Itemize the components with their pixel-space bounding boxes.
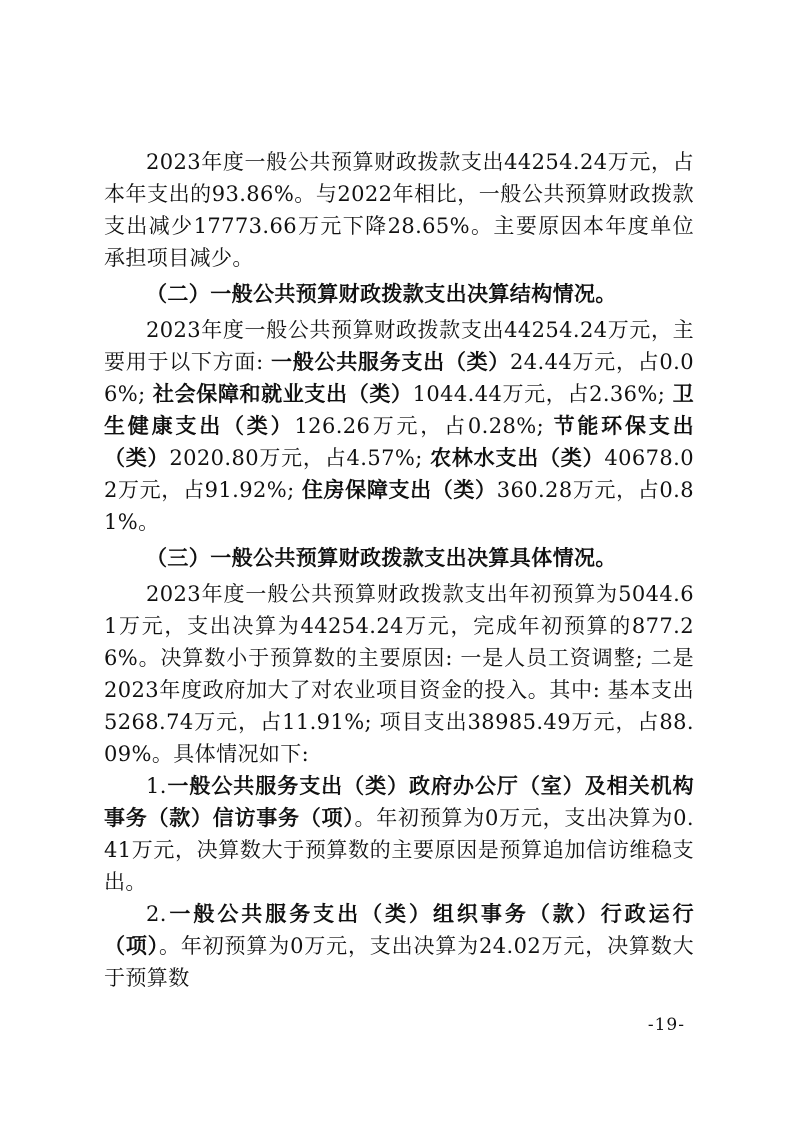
category-environmental-value: 2020.80万元，占4.57%; [169, 446, 431, 470]
document-body [104, 146, 694, 994]
item-1-number: 1. [146, 774, 167, 798]
category-housing: 住房保障支出（类） [301, 477, 497, 502]
item-2-label: 一般公共服务支出（类）组织事务（款）行政运行（项） [104, 901, 694, 958]
section-heading-details: （三）一般公共预算财政拨款支出决算具体情况。 [146, 545, 617, 570]
category-housing-value: 360.28万元，占0.81%。 [104, 478, 695, 534]
category-agriculture-forestry-water-value: 40678.02万元，占91.92%; [104, 446, 694, 502]
category-health-value: 126.26万元，占0.28%; [294, 414, 554, 438]
item-2-text: 。年初预算为0万元，支出决算为24.02万元，决算数大于预算数 [104, 934, 695, 990]
item-1-text: 。年初预算为0万元，支出决算为0.41万元，决算数大于预算数的主要原因是预算追加信访维稳支出。 [104, 806, 694, 894]
paragraph-item-1 [104, 770, 694, 898]
paragraph-budget-details: 2023年度一般公共预算财政拨款支出年初预算为5044.61万元，支出决算为44254.24万元，完成年初预算的877.26%。决算数小于预算数的主要原因: 一是人员工资调整; 二是2023年度政府加大了对农业项目资金的投入。其中: 基本支出5268.74万元，占11.91%; 项目支出38985.49万元，占88.09%。具体情况如下: [104, 582, 694, 766]
item-2-number: 2. [146, 902, 167, 926]
section-heading-structure: （二）一般公共预算财政拨款支出决算结构情况。 [146, 281, 617, 306]
category-general-public-services: 一般公共服务支出（类） [271, 349, 511, 374]
category-general-public-services-value: 24.44万元，占0.06%; [104, 350, 694, 406]
category-agriculture-forestry-water: 农林水支出（类） [430, 445, 605, 470]
item-1-label: 一般公共服务支出（类）政府办公厅（室）及相关机构事务（款）信访事务（项） [104, 773, 694, 830]
page-number: -19- [647, 1015, 685, 1035]
structure-intro: 2023年度一般公共预算财政拨款支出44254.24万元，主要用于以下方面: [104, 318, 694, 374]
paragraph-expenditure-summary: 2023年度一般公共预算财政拨款支出44254.24万元，占本年支出的93.86%。与2022年相比，一般公共预算财政拨款支出减少17773.66万元下降28.65%。主要原因本年度单位承担项目减少。 [104, 150, 694, 270]
paragraph-item-2 [104, 898, 694, 994]
paragraph-expenditure-structure [104, 314, 694, 538]
category-environmental: 节能环保支出（类） [104, 413, 694, 470]
category-health: 卫生健康支出（类） [104, 381, 694, 438]
category-social-security: 社会保障和就业支出（类） [152, 381, 413, 406]
category-social-security-value: 1044.44万元，占2.36%; [412, 382, 673, 406]
